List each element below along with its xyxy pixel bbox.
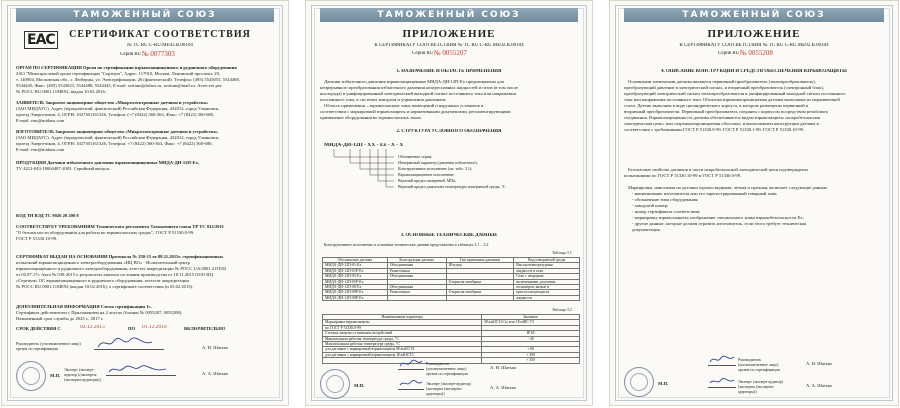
table-cell [446,295,514,300]
table-row [323,263,580,268]
certificate-sheet [1,0,289,406]
cert-line: ЗАЯВИТЕЛЬ Закрытое акционерное общество «Микроэлектронные датчики и устройства» [16,100,209,105]
cert-line: КОД ТН ВЭД ТС 9026 20 200 8 [16,213,79,218]
appendix-subtitle: К СЕРТИФИКАТУ СООТВЕТСТВИЯ № ТС RU C-RU.ME92.B.00104 [374,43,524,48]
cert-line: (ЗАО МИДАУС). Адрес (юридический, фактический) Российская Федерация, 432012, город Ульяновск, [16,106,220,111]
sec1-line: Датчики избыточного давления взрывозащищенные МИДА-ДИ-12П-Ex предназначены для [324,79,504,84]
expert-label: Эксперт (эксперт-аудитор) (эксперты (эксперты-аудиторы)) [738,379,784,394]
table-cell: включениями, расплавы [514,279,580,284]
table-cell: Штуцер [446,263,514,268]
sec1-line: Область применения – взрывоопасные зоны помещений и наружных установок в [324,103,484,108]
sec4-line: соединения. Взрывозащищенность датчика обеспечивается видом взрывозащиты «искробезопасная [624,115,820,120]
customs-union-banner: ТАМОЖЕННЫЙ СОЮЗ [16,8,274,22]
design-table [322,257,580,301]
cert-line: ИЗГОТОВИТЕЛЬ Закрытое акционерное общество «Микроэлектронные датчики и устройства» [16,129,218,134]
customs-union-banner: ТАМОЖЕННЫЙ СОЮЗ [624,8,884,22]
sec4-line: - другие данные, которые должен отразить изготовитель, если этого требует техническая [632,221,807,226]
table-cell: Минимальная рабочая температура среды, °С [323,336,482,341]
sec4-line: соответствии с требованиями ГОСТ Р 51330.0-99, ГОСТ Р 51330.1-99, ГОСТ Р 51330.10-99. [624,127,805,132]
section-2-heading: 2. СТРУКТУРА УСЛОВНОГО ОБОЗНАЧЕНИЯ [396,129,502,134]
mp-label: М.П. [354,383,365,388]
series-label: Серия RU [120,52,142,57]
series-number: № 0055208 [740,49,773,57]
sec4-line: электрическая цепь» или «взрывонепроницаемая оболочка» и выполнением конструкции датчика в [624,121,819,126]
sec4-line: вторичный преобразователи. Первичный преобразователь соединен с корпусом посредством резьбового [624,109,829,114]
sec4-line: стали. Датчик выполнен в виде цилиндрического корпуса, в котором размещены первичный и [624,103,809,108]
table-row [323,290,580,295]
table-cell: Открытая мембрана [446,290,514,295]
table-cell: МИДА-ДИ-12П-01-Ex [323,263,388,268]
legend-item: Конструктивное исполнение (см. табл. 3.1); [398,166,473,171]
expert-name: А. А. Шатько [806,383,833,388]
stamp-seal-icon [16,361,46,391]
table-cell: Высокотемпературные [514,263,580,268]
cert-line: E-mail: rms@midaus.com [16,118,65,123]
cert-line: ТУ 4212-043-18004487-2003. Серийный выпуск. [16,166,111,171]
cert-line: проезд Энергетиков, 4, ОГРН: 1027301161326, Телефон: +7 (8422) 360-363, Факс: +7 (8422) 360-680, [16,141,213,146]
table-cell: МИДА-ДИ-12П-08Р-Ex [323,295,388,300]
table-cell: Степень защиты от внешних воздействий [323,331,482,336]
expert-label: Эксперт (эксперт-аудитор) (эксперты (эксперты-аудиторы)) [426,381,472,396]
expert-signature [398,377,424,390]
cert-line: ЗАО "Межотраслевой орган сертификации "Сертиум", Адрес: 117910, Москва, Ленинский проспект, 29, [16,71,221,76]
cert-line: Сертификат действителен с Приложением на 2 листах (бланки № 0055207, 0055208). [16,310,183,315]
table-cell: + 350 [482,358,580,363]
sec4-line: Маркировка, наносимая на датчики хорошо видимая, четкая и прочная, включает следующие данные: [628,185,828,190]
cert-line: испытаний взрывозащищенного электрооборудования «НЦ ВО» - Испытательный центр [16,260,190,265]
head-name: А. Н. Шатько [202,345,229,350]
sec4-line: - заводской номер; [632,203,669,208]
legend-item: Взрывозащищенное исполнение; [398,172,455,177]
sec4-line: испытаниями по ГОСТ Р 51330.10-99 и ГОСТ Р 51330.0-99. [624,173,742,178]
table-header-cell: Конструкция датчика [387,258,446,263]
table-cell: Маркировка взрывозащиты [323,320,482,325]
sec4-line: - маркировку взрывозащиты; изображение специального знака взрывобезопасности Ex; [632,215,804,220]
table-cell: МИДА-ДИ-12П-08Р-Ex [323,290,388,295]
series-number: № 0055207 [434,49,467,57]
expert-name: А. А. Шатько [202,371,229,376]
head-label: Руководитель (уполномоченное лицо) органа по сертификации [16,341,81,351]
table-cell: Газы с твердыми [514,274,580,279]
appendix1-sheet [305,0,593,406]
sec4-line: - наименование изготовителя или его зарегистрированный товарный знак; [632,191,778,196]
section-1-heading: 1. НАЗНАЧЕНИЕ И ОБЛАСТЬ ПРИМЕНЕНИЯ [396,69,502,74]
cert-line: СООТВЕТСТВУЕТ ТРЕБОВАНИЯМ Технического регламента Таможенного союза ТР ТС 012/2011 [16,224,224,229]
cert-line: ПРОДУКЦИЯ Датчики избыточного давления взрывозащищенные МИДА-ДИ-12П-Ex, [16,160,200,165]
section-3-intro: Конструктивное исполнение и основные технические данные представлены в таблицах 3.1 – 3.2. [324,242,490,247]
table-cell: Объединенная [387,274,446,279]
validity-from-label: СРОК ДЕЙСТВИЯ С [16,326,61,331]
head-label: Руководитель (уполномоченное лицо) органа по сертификации [426,361,468,376]
legend-item: Обозначение серии; [398,154,433,159]
expert-label: Эксперт (эксперт-аудитор) (эксперты (эксперты-аудиторы)) [64,367,101,382]
mp-label: М.П. [50,373,61,378]
eac-mark-icon: EAC [24,31,58,49]
sec4-line: - номер сертификата соответствия; [632,209,701,214]
table-row [323,279,580,284]
expert-name: А. А. Шатько [490,385,517,390]
table-cell: Объединенная [387,263,446,268]
section-4-heading: 4. ОПИСАНИЕ КОНСТРУКЦИИ И СРЕДСТВ ОБЕСПЕЧЕНИЯ ВЗРЫВОЗАЩИТЫ [661,69,847,74]
table-header-cell: Тип приемника давления [446,258,514,263]
table-cell: Разнесенная [387,290,446,295]
cert-line: № РОСС RU.0001.11МЕ92, выдан 10.02.2016. [16,89,106,94]
table-cell: для датчиков с маркировкой взрывозащиты 1ExdIIСТ3 [323,352,482,357]
table-cell: + 300 [482,352,580,357]
head-label: Руководитель (уполномоченное лицо) органа по сертификации [738,357,780,372]
table-cell: для датчиков с маркировкой взрывозащиты 0ExiaIIСТ4 [323,347,482,352]
table-cell: МИДА-ДИ-12П-08-Ex [323,285,388,290]
table-cell [387,295,446,300]
validity-suffix: ВКЛЮЧИТЕЛЬНО [184,326,226,331]
table-cell: Максимальная рабочая температура среды, °С [323,342,482,347]
head-signature [398,357,424,370]
table-cell: 0ExiaIIСТ4 Ga или 1ExdIIС T3 [482,320,580,325]
cert-line: ДОПОЛНИТЕЛЬНАЯ ИНФОРМАЦИЯ Схема сертификации 1с. [16,304,152,309]
cert-line: от 05.07.17г. Акта № 039-2015 о результатах анализа состояния производства от 18.11.2015 ООО НЦ [16,272,213,277]
table-cell: IP 65 [482,331,580,336]
table-cell: по ГОСТ Р 51330.0-99 [323,325,482,330]
sec4-line: тока или напряжения постоянного тока. Оболочка взрывонепроницаемая датчика выполнена из нержавеющей [624,97,840,102]
legend-item: Измеряемый параметр (давление избыточное); [398,160,478,165]
sec4-line: преобразующий давление в электрический сигнал, и вторичный преобразователь (электронный блок), [624,85,825,90]
appendix-title: ПРИЛОЖЕНИЕ [707,28,801,40]
sec4-line: Безопасные свойства датчиков в части искробезопасной электрической цепи подтверждены [628,167,808,172]
appendix-title: ПРИЛОЖЕНИЕ [402,28,496,40]
cert-line: ГОСТ Р 51330.10-99. [16,236,58,241]
customs-union-banner: ТАМОЖЕННЫЙ СОЮЗ [320,8,578,22]
head-name: А. Н. Шатько [806,361,833,366]
table-cell: кристаллизующиеся [514,290,580,295]
appendix2-sheet [609,0,899,406]
cert-line: 5544445; Факс: (495) 5543023, 5544488, 5544445, E-mail: sertium@inbox.ru, sertium@mail.ru. Аттестат рег. [16,83,223,88]
table-2-caption: Таблица 3.2 [552,307,572,312]
table-cell: - 40 [482,336,580,341]
table-cell: МИДА-ДИ-12П-05-Ex [323,274,388,279]
sec1-line: постоянного тока, в системах контроля и управления давлением. [320,97,447,102]
head-name: А. Н. Шатько [490,365,517,370]
series-number: № 0077303 [142,50,175,58]
series-label: Серия RU [718,51,740,56]
sec4-line: преобразующий электрический сигнал тензопреобразователя в унифицированный выходной сигнал постоянного [624,91,846,96]
expert-signature [106,363,176,376]
table-cell: МИДА-ДИ-12П-01Р-Ex [323,268,388,273]
validity-to-label: ПО [128,326,136,331]
mp-label: М.П. [658,381,669,386]
table-cell: Разнесенная [387,268,446,273]
designation-legend-lines [332,149,402,191]
cert-line: взрывозащищенного и рудничного электрооборудования, аттестат аккредитации № РОСС UA.0001.21ГБ02 [16,266,227,271]
stamp-seal-icon [624,367,654,397]
table-cell: полимеров, вязкие и [514,285,580,290]
table-header-cell: Значение [482,315,580,320]
sec4-line: документация. [632,227,661,232]
expert-signature [708,375,736,388]
cert-line: (ЗАО МИДАУС). Адрес (юридический, фактический) Российская Федерация, 432012, город Ульяновск, [16,135,220,140]
table-header-cell: Вид измеряемой среды [514,258,580,263]
table-cell: жидкости и газы [514,268,580,273]
sec4-line: - обозначение типа оборудования; [632,197,699,202]
table-cell: жидкости [514,295,580,300]
sec1-line: применение оборудования во взрывоопасных зонах. [320,115,423,120]
cert-line: ОРГАН ПО СЕРТИФИКАЦИИ Орган по сертификации взрывозащищенного и рудничного оборудования [16,65,237,70]
cert-line: проезд Энергетиков, 4, ОГРН: 1027301161326, Телефон: (+7 (8422) 360-363, Факс: +7 (8422) 360-680, [16,112,215,117]
cert-line: «Сертиум» ОС взрывозащищенного и рудничного оборудования, аттестат аккредитации [16,278,189,283]
table-header-cell: Обозначение датчика [323,258,388,263]
table-cell: + 80 [482,347,580,352]
head-signature [94,337,164,350]
table-cell: Открытая мембрана [446,279,514,284]
sec1-line: непрерывного преобразования избыточного давления неагрессивных жидкостей и газов (в том числе [320,85,518,90]
head-signature [708,353,736,366]
table-header-cell: Наименование параметра [323,315,482,320]
sec1-line: кислорода) в унифицированный электрический выходной сигнал постоянного тока или напряжения [320,91,516,96]
legend-item: Верхний предел диапазона температуры измеряемой среды, °С [398,184,506,189]
table-1-caption: Таблица 3.1 [552,250,572,255]
cert-line: № РОСС RU.0001.11МЕ92 (выдан 10.02.2016), о сертификате соответствия (и 03.02.2015). [16,284,194,289]
sec1-line: соответствии с маркировкой взрывозащиты и нормативными документами, регламентирующими [320,109,511,114]
cert-line: "О безопасности оборудования для работы во взрывоопасных средах", ГОСТ Р 51330.0-99, [16,230,195,235]
validity-from-date: 02.12.2015 [80,325,105,330]
cert-line: Назначенный срок службы до 2025 г., 2017 г. [16,316,104,321]
certificate-title: СЕРТИФИКАТ СООТВЕТСТВИЯ [69,29,251,40]
appendix-subtitle: К СЕРТИФИКАТУ СООТВЕТСТВИЯ № ТС RU C-RU.ME92.B.00104 [679,43,829,48]
section-3-heading: 3. ОСНОВНЫЕ ТЕХНИЧЕСКИЕ ДАННЫЕ [400,233,498,238]
legend-item: Верхний предел измерений, МПа; [398,178,457,183]
certificate-number: № ТС RU C-RU.ME92.B.00104 [127,43,193,48]
designation-code: МИДА-ДИ-12П - XX - Ex - X - X [324,143,404,148]
stamp-seal-icon [320,369,350,399]
parameters-table [322,314,580,364]
cert-line: т. 140004, Московская обл., г. Люберцы, ул. Электрификации, 26 (фактический). Телефон: (495) 5543055, 5544488, [16,77,240,82]
cert-line: E-mail: rms@midaus.com [16,147,65,152]
series-label: Серия RU [412,51,434,56]
table-cell: Объединенная [387,285,446,290]
table-cell: МИДА-ДИ-12П-05Р-Ex [323,279,388,284]
validity-to-date: 01.12.2018 [142,325,167,330]
cert-line: СЕРТИФИКАТ ВЫДАН НА ОСНОВАНИИ Протокола № 250-15 от 08.11.2015г. сертификационных [16,254,224,259]
table-row [323,295,580,300]
sec4-line: Основными элементами датчика являются первичный преобразователь (тензопреобразователь), [628,79,816,84]
